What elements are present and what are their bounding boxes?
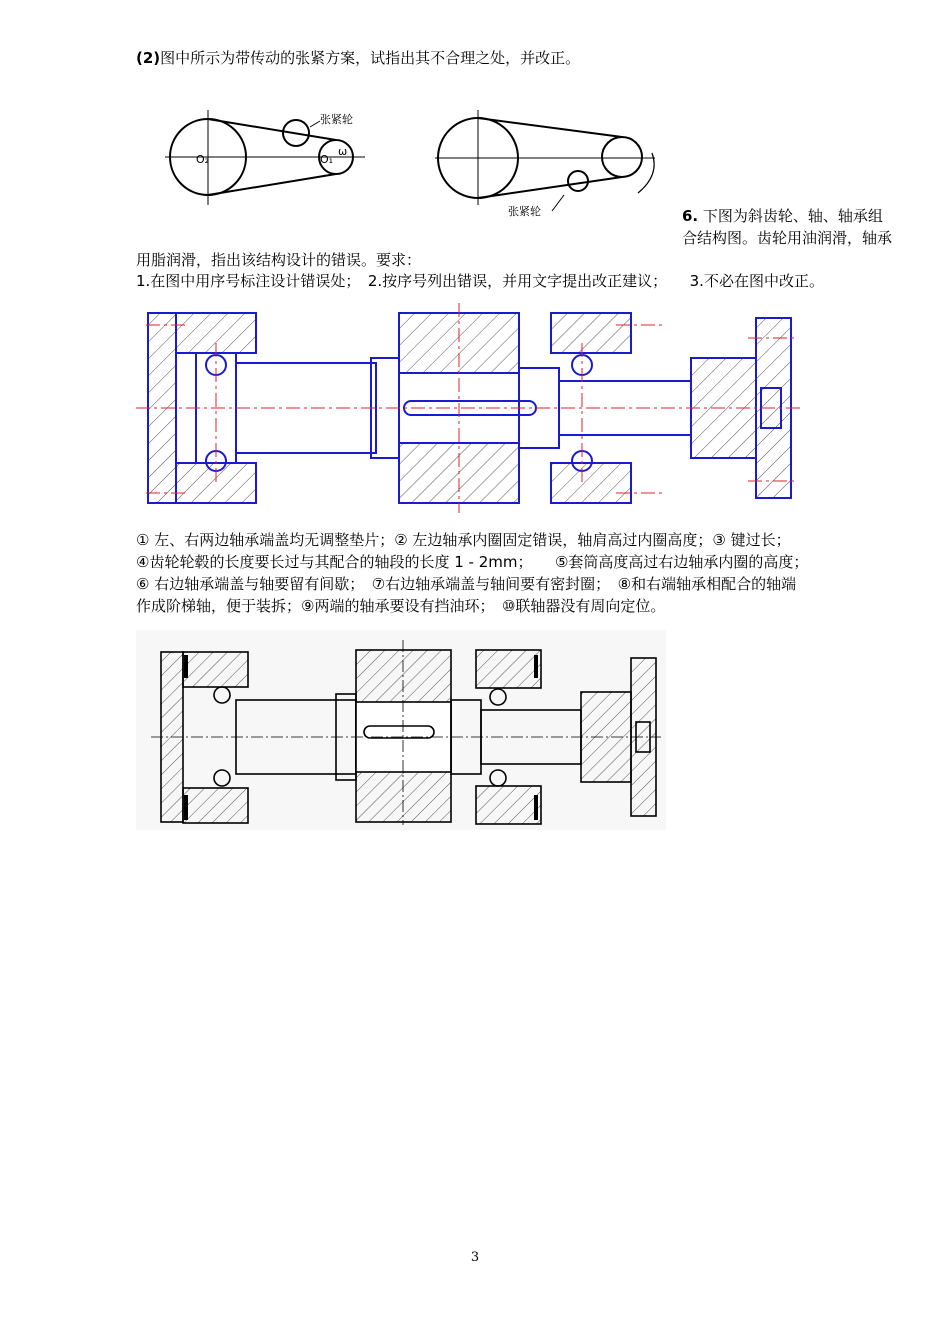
question-6-text-a: 下图为斜齿轮、轴、轴承组 <box>702 207 883 225</box>
o2-label: O₂ <box>196 153 210 166</box>
omega-label: ω <box>338 145 348 158</box>
o1-label: O₁ <box>320 153 334 166</box>
answer-line-1: ① 左、右两边轴承端盖均无调整垫片；② 左边轴承内圈固定错误，轴肩高过内圈高度；③ 键过长； <box>136 531 791 549</box>
question-6-number: 6. <box>682 207 699 225</box>
answer-line-2: ④齿轮轮毂的长度要长过与其配合的轴段的长度 1 - 2mm； ⑤套筒高度高过右边轴承内圈的高度； <box>136 553 809 571</box>
question-2 <box>136 48 580 68</box>
question-2-number: (2) <box>136 49 161 67</box>
question-6-line-b: 合结构图。齿轮用油润滑，轴承 <box>682 229 893 247</box>
belt-tensioner-figure <box>160 105 670 235</box>
page-number: 3 <box>470 1250 480 1265</box>
question-2-text: 图中所示为带传动的张紧方案，试指出其不合理之处，并改正。 <box>160 49 581 67</box>
corrected-assembly-drawing <box>136 630 666 830</box>
answer-line-3: ⑥ 右边轴承端盖与轴要留有间歇； ⑦右边轴承端盖与轴间要有密封圈； ⑧和右端轴承相配合的轴端 <box>136 575 797 593</box>
shaft-assembly-drawing <box>136 303 801 518</box>
tensioner-label-left: 张紧轮 <box>320 113 353 126</box>
answer-line-4: 作成阶梯轴，便于装拆；⑨两端的轴承要设有挡油环； ⑩联轴器没有周向定位。 <box>136 597 666 615</box>
question-6-line-c: 用脂润滑，指出该结构设计的错误。要求： <box>136 251 422 269</box>
tensioner-label-right: 张紧轮 <box>508 205 541 218</box>
question-6-requirements: 1.在图中用序号标注设计错误处； 2.按序号列出错误，并用文字提出改正建议； 3.不必在图中改正。 <box>136 272 824 290</box>
question-6-line-a <box>682 206 883 226</box>
